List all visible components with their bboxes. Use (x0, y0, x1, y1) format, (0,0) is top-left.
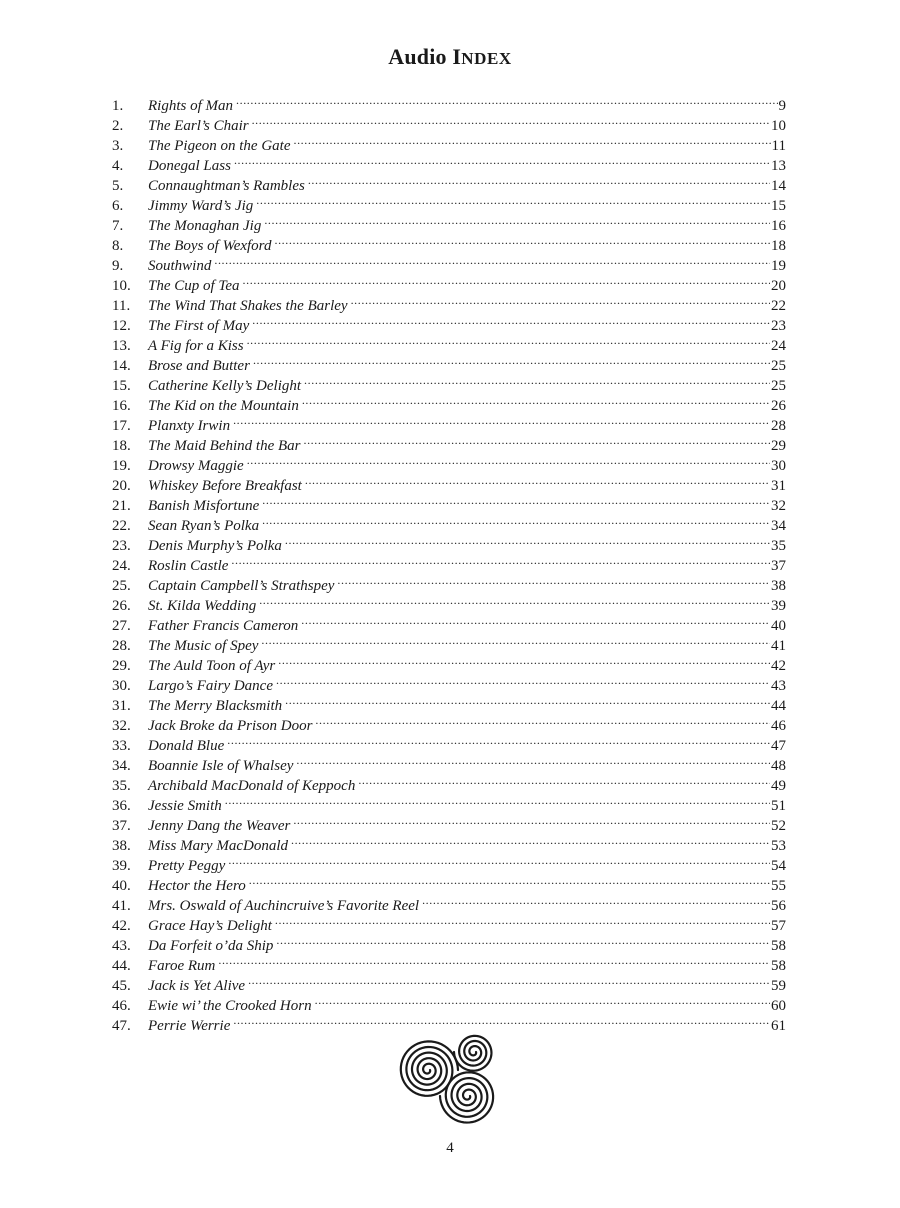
page-reference: 16 (771, 218, 786, 234)
entry-number: 13. (112, 338, 131, 354)
tune-title: Donegal Lass (148, 158, 231, 174)
entry-number: 19. (112, 458, 131, 474)
page-reference: 43 (771, 678, 786, 694)
title-word: Audio (388, 44, 447, 69)
dot-leader (228, 850, 770, 870)
dot-leader (233, 410, 770, 430)
tune-title: The Monaghan Jig (148, 218, 262, 234)
title-smallcaps-initial: I (452, 44, 462, 69)
tune-title: Roslin Castle (148, 558, 229, 574)
dot-leader (293, 130, 770, 150)
entry-number: 22. (112, 518, 131, 534)
entry-number: 21. (112, 498, 131, 514)
entry-number: 28. (112, 638, 131, 654)
page-reference: 10 (771, 118, 786, 134)
title-smallcaps-rest: NDEX (461, 49, 512, 68)
tune-title: Banish Misfortune (148, 498, 260, 514)
dot-leader (227, 730, 770, 750)
page-reference: 41 (771, 638, 786, 654)
dot-leader (301, 610, 770, 630)
tune-title: A Fig for a Kiss (148, 338, 244, 354)
tune-title: The Boys of Wexford (148, 238, 272, 254)
dot-leader (291, 830, 770, 850)
page-reference: 42 (771, 658, 786, 674)
dot-leader (262, 490, 770, 510)
entry-number: 30. (112, 678, 131, 694)
page-reference: 40 (771, 618, 786, 634)
entry-number: 40. (112, 878, 131, 894)
entry-number: 4. (112, 158, 124, 174)
entry-number: 7. (112, 218, 124, 234)
page-reference: 28 (771, 418, 786, 434)
tune-title: Grace Hay’s Delight (148, 918, 272, 934)
page-reference: 22 (771, 298, 786, 314)
entry-number: 24. (112, 558, 131, 574)
tune-title: The Music of Spey (148, 638, 259, 654)
page-reference: 53 (771, 838, 786, 854)
entry-number: 35. (112, 778, 131, 794)
tune-title: Drowsy Maggie (148, 458, 244, 474)
entry-number: 16. (112, 398, 131, 414)
entry-number: 31. (112, 698, 131, 714)
dot-leader (248, 970, 770, 990)
page-reference: 34 (771, 518, 786, 534)
dot-leader (231, 550, 770, 570)
page-reference: 11 (771, 138, 786, 154)
page-reference: 18 (771, 238, 786, 254)
tune-title: Miss Mary MacDonald (148, 838, 288, 854)
page-reference: 37 (771, 558, 786, 574)
dot-leader (225, 790, 770, 810)
page-reference: 23 (771, 318, 786, 334)
page-reference: 14 (771, 178, 786, 194)
dot-leader (256, 190, 770, 210)
entry-number: 26. (112, 598, 131, 614)
tune-title: Faroe Rum (148, 958, 216, 974)
page-reference: 29 (771, 438, 786, 454)
entry-number: 29. (112, 658, 131, 674)
page-number: 4 (446, 1140, 454, 1156)
page-reference: 58 (771, 958, 786, 974)
entry-number: 32. (112, 718, 131, 734)
dot-leader (293, 810, 770, 830)
entry-number: 11. (112, 298, 131, 314)
triple-spiral-icon (396, 1030, 506, 1126)
tune-title: St. Kilda Wedding (148, 598, 257, 614)
page-reference: 13 (771, 158, 786, 174)
dot-leader (243, 270, 770, 290)
page-reference: 54 (771, 858, 786, 874)
dot-leader (259, 590, 770, 610)
entry-number: 17. (112, 418, 131, 434)
dot-leader (253, 350, 770, 370)
dot-leader (249, 870, 770, 890)
entry-number: 20. (112, 478, 131, 494)
dot-leader (276, 930, 770, 950)
tune-title: Jack Broke da Prison Door (148, 718, 313, 734)
entry-number: 43. (112, 938, 131, 954)
page-reference: 57 (771, 918, 786, 934)
entry-number: 41. (112, 898, 131, 914)
dot-leader (261, 630, 770, 650)
entry-number: 46. (112, 998, 131, 1014)
tune-title: Sean Ryan’s Polka (148, 518, 260, 534)
entry-number: 25. (112, 578, 131, 594)
tune-title: Captain Campbell’s Strathspey (148, 578, 335, 594)
page-reference: 35 (771, 538, 786, 554)
dot-leader (351, 290, 770, 310)
page-reference: 38 (771, 578, 786, 594)
tune-title: Brose and Butter (148, 358, 250, 374)
page-reference: 49 (771, 778, 786, 794)
page-reference: 32 (771, 498, 786, 514)
entry-number: 14. (112, 358, 131, 374)
page-reference: 20 (771, 278, 786, 294)
entry-number: 3. (112, 138, 124, 154)
tune-title: Donald Blue (148, 738, 225, 754)
entry-number: 27. (112, 618, 131, 634)
page-reference: 19 (771, 258, 786, 274)
tune-title: Rights of Man (148, 98, 233, 114)
tune-title: The Maid Behind the Bar (148, 438, 301, 454)
tune-title: Mrs. Oswald of Auchincruive’s Favorite Reel (148, 898, 420, 914)
tune-title: Planxty Irwin (148, 418, 231, 434)
page-reference: 26 (771, 398, 786, 414)
dot-leader (278, 650, 770, 670)
dot-leader (262, 510, 770, 530)
tune-title: The Auld Toon of Ayr (148, 658, 276, 674)
page-reference: 25 (771, 378, 786, 394)
tune-title: Connaughtman’s Rambles (148, 178, 305, 194)
tune-title: The Kid on the Mountain (148, 398, 299, 414)
tune-title: Jenny Dang the Weaver (148, 818, 291, 834)
tune-title: Largo’s Fairy Dance (148, 678, 273, 694)
dot-leader (276, 670, 770, 690)
tune-title: Perrie Werrie (148, 1018, 231, 1034)
list-item (112, 90, 786, 114)
dot-leader (305, 470, 770, 490)
dot-leader (308, 170, 770, 190)
page-reference: 47 (771, 738, 786, 754)
dot-leader (275, 910, 770, 930)
tune-title: Denis Murphy’s Polka (148, 538, 282, 554)
entry-number: 42. (112, 918, 131, 934)
page-reference: 52 (771, 818, 786, 834)
tune-title: The Merry Blacksmith (148, 698, 283, 714)
tune-title: Boannie Isle of Whalsey (148, 758, 294, 774)
entry-number: 45. (112, 978, 131, 994)
dot-leader (236, 90, 778, 110)
audio-index-list (112, 90, 786, 1034)
spiral-3 (440, 1072, 493, 1122)
dot-leader (315, 990, 770, 1010)
tune-title: Pretty Peggy (148, 858, 226, 874)
dot-leader (315, 710, 770, 730)
dot-leader (214, 250, 770, 270)
page-reference: 59 (771, 978, 786, 994)
dot-leader (218, 950, 770, 970)
entry-number: 44. (112, 958, 131, 974)
tune-title: The Cup of Tea (148, 278, 240, 294)
dot-leader (302, 390, 770, 410)
spiral-2 (454, 1036, 491, 1071)
page-reference: 48 (771, 758, 786, 774)
dot-leader (337, 570, 770, 590)
page-reference: 58 (771, 938, 786, 954)
page-reference: 15 (771, 198, 786, 214)
page-reference: 55 (771, 878, 786, 894)
page-reference: 51 (771, 798, 786, 814)
dot-leader (274, 230, 770, 250)
dot-leader (247, 450, 770, 470)
entry-number: 10. (112, 278, 131, 294)
page-reference: 60 (771, 998, 786, 1014)
tune-title: Southwind (148, 258, 212, 274)
page-reference: 56 (771, 898, 786, 914)
page-reference: 25 (771, 358, 786, 374)
entry-number: 23. (112, 538, 131, 554)
page-reference: 30 (771, 458, 786, 474)
dot-leader (285, 530, 770, 550)
tune-title: Catherine Kelly’s Delight (148, 378, 302, 394)
dot-leader (358, 770, 770, 790)
page-reference: 9 (778, 98, 786, 114)
dot-leader (285, 690, 770, 710)
entry-number: 15. (112, 378, 131, 394)
tune-title: Jimmy Ward’s Jig (148, 198, 254, 214)
dot-leader (303, 430, 770, 450)
tune-title: The Wind That Shakes the Barley (148, 298, 348, 314)
entry-number: 38. (112, 838, 131, 854)
entry-number: 12. (112, 318, 131, 334)
tune-title: Whiskey Before Breakfast (148, 478, 302, 494)
dot-leader (233, 1010, 770, 1030)
page-reference: 24 (771, 338, 786, 354)
tune-title: The Pigeon on the Gate (148, 138, 291, 154)
entry-number: 39. (112, 858, 131, 874)
tune-title: Archibald MacDonald of Keppoch (148, 778, 356, 794)
entry-number: 36. (112, 798, 131, 814)
entry-number: 8. (112, 238, 124, 254)
dot-leader (234, 150, 770, 170)
entry-number: 18. (112, 438, 131, 454)
tune-title: Father Francis Cameron (148, 618, 299, 634)
tune-title: Jessie Smith (148, 798, 222, 814)
entry-number: 34. (112, 758, 131, 774)
tune-title: Ewie wi’ the Crooked Horn (148, 998, 312, 1014)
page-reference: 39 (771, 598, 786, 614)
page-reference: 61 (771, 1018, 786, 1034)
page-reference: 44 (771, 698, 786, 714)
dot-leader (304, 370, 770, 390)
tune-title: Jack is Yet Alive (148, 978, 246, 994)
page-reference: 46 (771, 718, 786, 734)
dot-leader (247, 330, 770, 350)
tune-title: Da Forfeit o’da Ship (148, 938, 274, 954)
spiral-1 (401, 1041, 458, 1095)
dot-leader (296, 750, 770, 770)
tune-title: The First of May (148, 318, 250, 334)
page-title (0, 44, 900, 70)
page-reference: 31 (771, 478, 786, 494)
tune-title: The Earl’s Chair (148, 118, 249, 134)
entry-number: 2. (112, 118, 124, 134)
dot-leader (422, 890, 770, 910)
tune-title: Hector the Hero (148, 878, 246, 894)
entry-number: 37. (112, 818, 131, 834)
entry-number: 47. (112, 1018, 131, 1034)
dot-leader (252, 110, 770, 130)
dot-leader (252, 310, 770, 330)
entry-number: 33. (112, 738, 131, 754)
entry-number: 1. (112, 98, 124, 114)
entry-number: 9. (112, 258, 124, 274)
entry-number: 5. (112, 178, 124, 194)
dot-leader (264, 210, 770, 230)
entry-number: 6. (112, 198, 124, 214)
